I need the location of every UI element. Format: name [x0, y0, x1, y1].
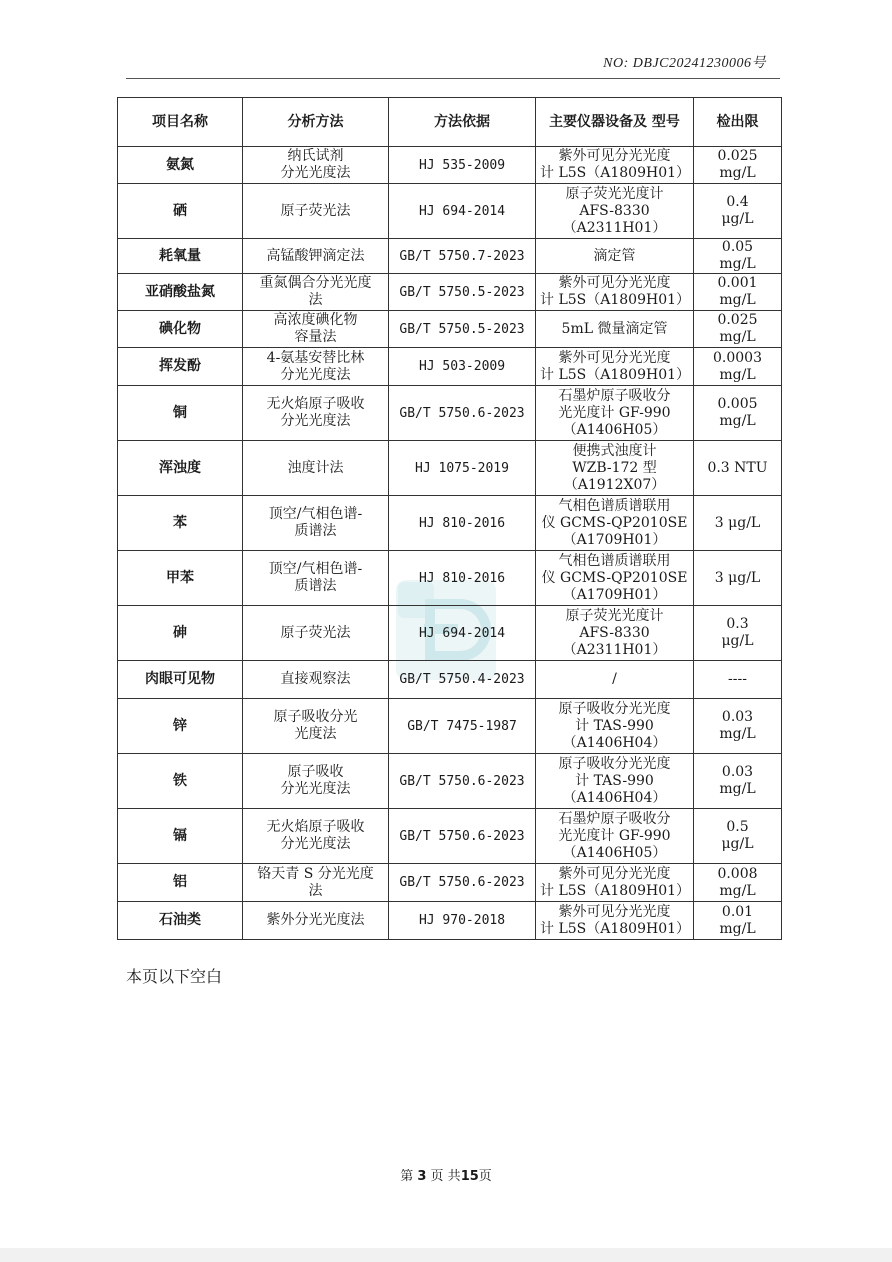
- cell-instrument: 紫外可见分光光度 计 L5S（A1809H01）: [536, 864, 694, 902]
- cell-instrument: 紫外可见分光光度 计 L5S（A1809H01）: [536, 348, 694, 386]
- cell-detection-limit: 0.5 μg/L: [694, 809, 782, 864]
- test-items-table: [117, 97, 782, 940]
- cell-standard: GB/T 5750.6-2023: [389, 386, 536, 441]
- scan-bottom-edge: [0, 1248, 892, 1262]
- cell-instrument: 便携式浊度计 WZB-172 型 （A1912X07）: [536, 441, 694, 496]
- cell-instrument: 5mL 微量滴定管: [536, 311, 694, 348]
- cell-instrument: /: [536, 661, 694, 699]
- cell-standard: GB/T 5750.6-2023: [389, 809, 536, 864]
- header-item-name: 项目名称: [118, 98, 243, 147]
- cell-detection-limit: 0.01 mg/L: [694, 902, 782, 940]
- cell-item-name: 苯: [118, 496, 243, 551]
- table-row: [118, 147, 782, 184]
- footer-page-number: 3: [417, 1169, 427, 1184]
- table-row: [118, 699, 782, 754]
- cell-method: 浊度计法: [243, 441, 389, 496]
- cell-standard: GB/T 5750.6-2023: [389, 864, 536, 902]
- cell-item-name: 氨氮: [118, 147, 243, 184]
- cell-method: 原子荧光法: [243, 184, 389, 239]
- page-footer: [0, 1165, 892, 1184]
- cell-item-name: 挥发酚: [118, 348, 243, 386]
- cell-method: 直接观察法: [243, 661, 389, 699]
- header-detection-limit: 检出限: [694, 98, 782, 147]
- footer-middle: 页 共: [430, 1169, 461, 1184]
- cell-item-name: 耗氧量: [118, 239, 243, 274]
- table-row: [118, 551, 782, 606]
- cell-method: 原子荧光法: [243, 606, 389, 661]
- cell-item-name: 硒: [118, 184, 243, 239]
- cell-instrument: 原子荧光光度计 AFS-8330 （A2311H01）: [536, 606, 694, 661]
- cell-standard: GB/T 7475-1987: [389, 699, 536, 754]
- table-row: [118, 809, 782, 864]
- cell-standard: HJ 1075-2019: [389, 441, 536, 496]
- cell-detection-limit: 0.008 mg/L: [694, 864, 782, 902]
- cell-item-name: 亚硝酸盐氮: [118, 274, 243, 311]
- table-row: [118, 754, 782, 809]
- header-instrument: 主要仪器设备及 型号: [536, 98, 694, 147]
- cell-detection-limit: 0.4 μg/L: [694, 184, 782, 239]
- cell-detection-limit: 0.025 mg/L: [694, 147, 782, 184]
- cell-detection-limit: 3 μg/L: [694, 551, 782, 606]
- table-row: [118, 496, 782, 551]
- cell-item-name: 碘化物: [118, 311, 243, 348]
- table-row: [118, 441, 782, 496]
- cell-item-name: 镉: [118, 809, 243, 864]
- cell-item-name: 砷: [118, 606, 243, 661]
- cell-detection-limit: 0.3 NTU: [694, 441, 782, 496]
- cell-method: 原子吸收 分光光度法: [243, 754, 389, 809]
- cell-instrument: 滴定管: [536, 239, 694, 274]
- cell-method: 高锰酸钾滴定法: [243, 239, 389, 274]
- cell-method: 重氮偶合分光光度 法: [243, 274, 389, 311]
- cell-standard: HJ 970-2018: [389, 902, 536, 940]
- cell-instrument: 原子吸收分光光度 计 TAS-990 （A1406H04）: [536, 699, 694, 754]
- blank-below-note: 本页以下空白: [126, 967, 223, 986]
- cell-instrument: 紫外可见分光光度 计 L5S（A1809H01）: [536, 902, 694, 940]
- cell-standard: GB/T 5750.5-2023: [389, 311, 536, 348]
- cell-instrument: 石墨炉原子吸收分 光光度计 GF-990 （A1406H05）: [536, 809, 694, 864]
- cell-item-name: 铁: [118, 754, 243, 809]
- cell-standard: GB/T 5750.5-2023: [389, 274, 536, 311]
- cell-standard: HJ 694-2014: [389, 184, 536, 239]
- cell-method: 无火焰原子吸收 分光光度法: [243, 809, 389, 864]
- cell-standard: HJ 810-2016: [389, 551, 536, 606]
- header-divider: [126, 78, 780, 79]
- cell-instrument: 气相色谱质谱联用 仪 GCMS-QP2010SE （A1709H01）: [536, 496, 694, 551]
- cell-method: 铬天青 S 分光光度 法: [243, 864, 389, 902]
- cell-detection-limit: 0.025 mg/L: [694, 311, 782, 348]
- cell-standard: GB/T 5750.7-2023: [389, 239, 536, 274]
- cell-instrument: 紫外可见分光光度 计 L5S（A1809H01）: [536, 274, 694, 311]
- cell-standard: HJ 810-2016: [389, 496, 536, 551]
- header-standard: 方法依据: [389, 98, 536, 147]
- cell-standard: HJ 694-2014: [389, 606, 536, 661]
- cell-detection-limit: 0.005 mg/L: [694, 386, 782, 441]
- cell-instrument: 气相色谱质谱联用 仪 GCMS-QP2010SE （A1709H01）: [536, 551, 694, 606]
- cell-item-name: 甲苯: [118, 551, 243, 606]
- table-row: [118, 661, 782, 699]
- cell-detection-limit: 0.3 μg/L: [694, 606, 782, 661]
- footer-total-pages: 15: [460, 1169, 479, 1184]
- cell-method: 无火焰原子吸收 分光光度法: [243, 386, 389, 441]
- table-row: [118, 239, 782, 274]
- cell-detection-limit: 0.03 mg/L: [694, 699, 782, 754]
- cell-method: 4-氨基安替比林 分光光度法: [243, 348, 389, 386]
- cell-method: 原子吸收分光 光度法: [243, 699, 389, 754]
- report-number: NO: DBJC20241230006号: [603, 56, 766, 71]
- cell-method: 顶空/气相色谱- 质谱法: [243, 496, 389, 551]
- cell-item-name: 铝: [118, 864, 243, 902]
- cell-detection-limit: 0.03 mg/L: [694, 754, 782, 809]
- cell-instrument: 原子吸收分光光度 计 TAS-990 （A1406H04）: [536, 754, 694, 809]
- cell-item-name: 石油类: [118, 902, 243, 940]
- cell-instrument: 紫外可见分光光度 计 L5S（A1809H01）: [536, 147, 694, 184]
- footer-suffix: 页: [478, 1169, 492, 1184]
- cell-standard: HJ 535-2009: [389, 147, 536, 184]
- cell-method: 纳氏试剂 分光光度法: [243, 147, 389, 184]
- cell-standard: GB/T 5750.6-2023: [389, 754, 536, 809]
- cell-detection-limit: ----: [694, 661, 782, 699]
- cell-detection-limit: 3 μg/L: [694, 496, 782, 551]
- cell-item-name: 铜: [118, 386, 243, 441]
- table-row: [118, 348, 782, 386]
- table-row: [118, 386, 782, 441]
- table-row: [118, 606, 782, 661]
- cell-item-name: 浑浊度: [118, 441, 243, 496]
- cell-method: 紫外分光光度法: [243, 902, 389, 940]
- cell-item-name: 锌: [118, 699, 243, 754]
- cell-detection-limit: 0.0003 mg/L: [694, 348, 782, 386]
- cell-method: 顶空/气相色谱- 质谱法: [243, 551, 389, 606]
- table-row: [118, 311, 782, 348]
- cell-detection-limit: 0.05 mg/L: [694, 239, 782, 274]
- cell-method: 高浓度碘化物 容量法: [243, 311, 389, 348]
- table-row: [118, 184, 782, 239]
- cell-standard: HJ 503-2009: [389, 348, 536, 386]
- cell-detection-limit: 0.001 mg/L: [694, 274, 782, 311]
- cell-item-name: 肉眼可见物: [118, 661, 243, 699]
- cell-instrument: 原子荧光光度计 AFS-8330 （A2311H01）: [536, 184, 694, 239]
- cell-standard: GB/T 5750.4-2023: [389, 661, 536, 699]
- table-row: [118, 864, 782, 902]
- table-row: [118, 274, 782, 311]
- footer-prefix: 第: [400, 1169, 414, 1184]
- header-method: 分析方法: [243, 98, 389, 147]
- cell-instrument: 石墨炉原子吸收分 光光度计 GF-990 （A1406H05）: [536, 386, 694, 441]
- table-header-row: [118, 98, 782, 147]
- table-row: [118, 902, 782, 940]
